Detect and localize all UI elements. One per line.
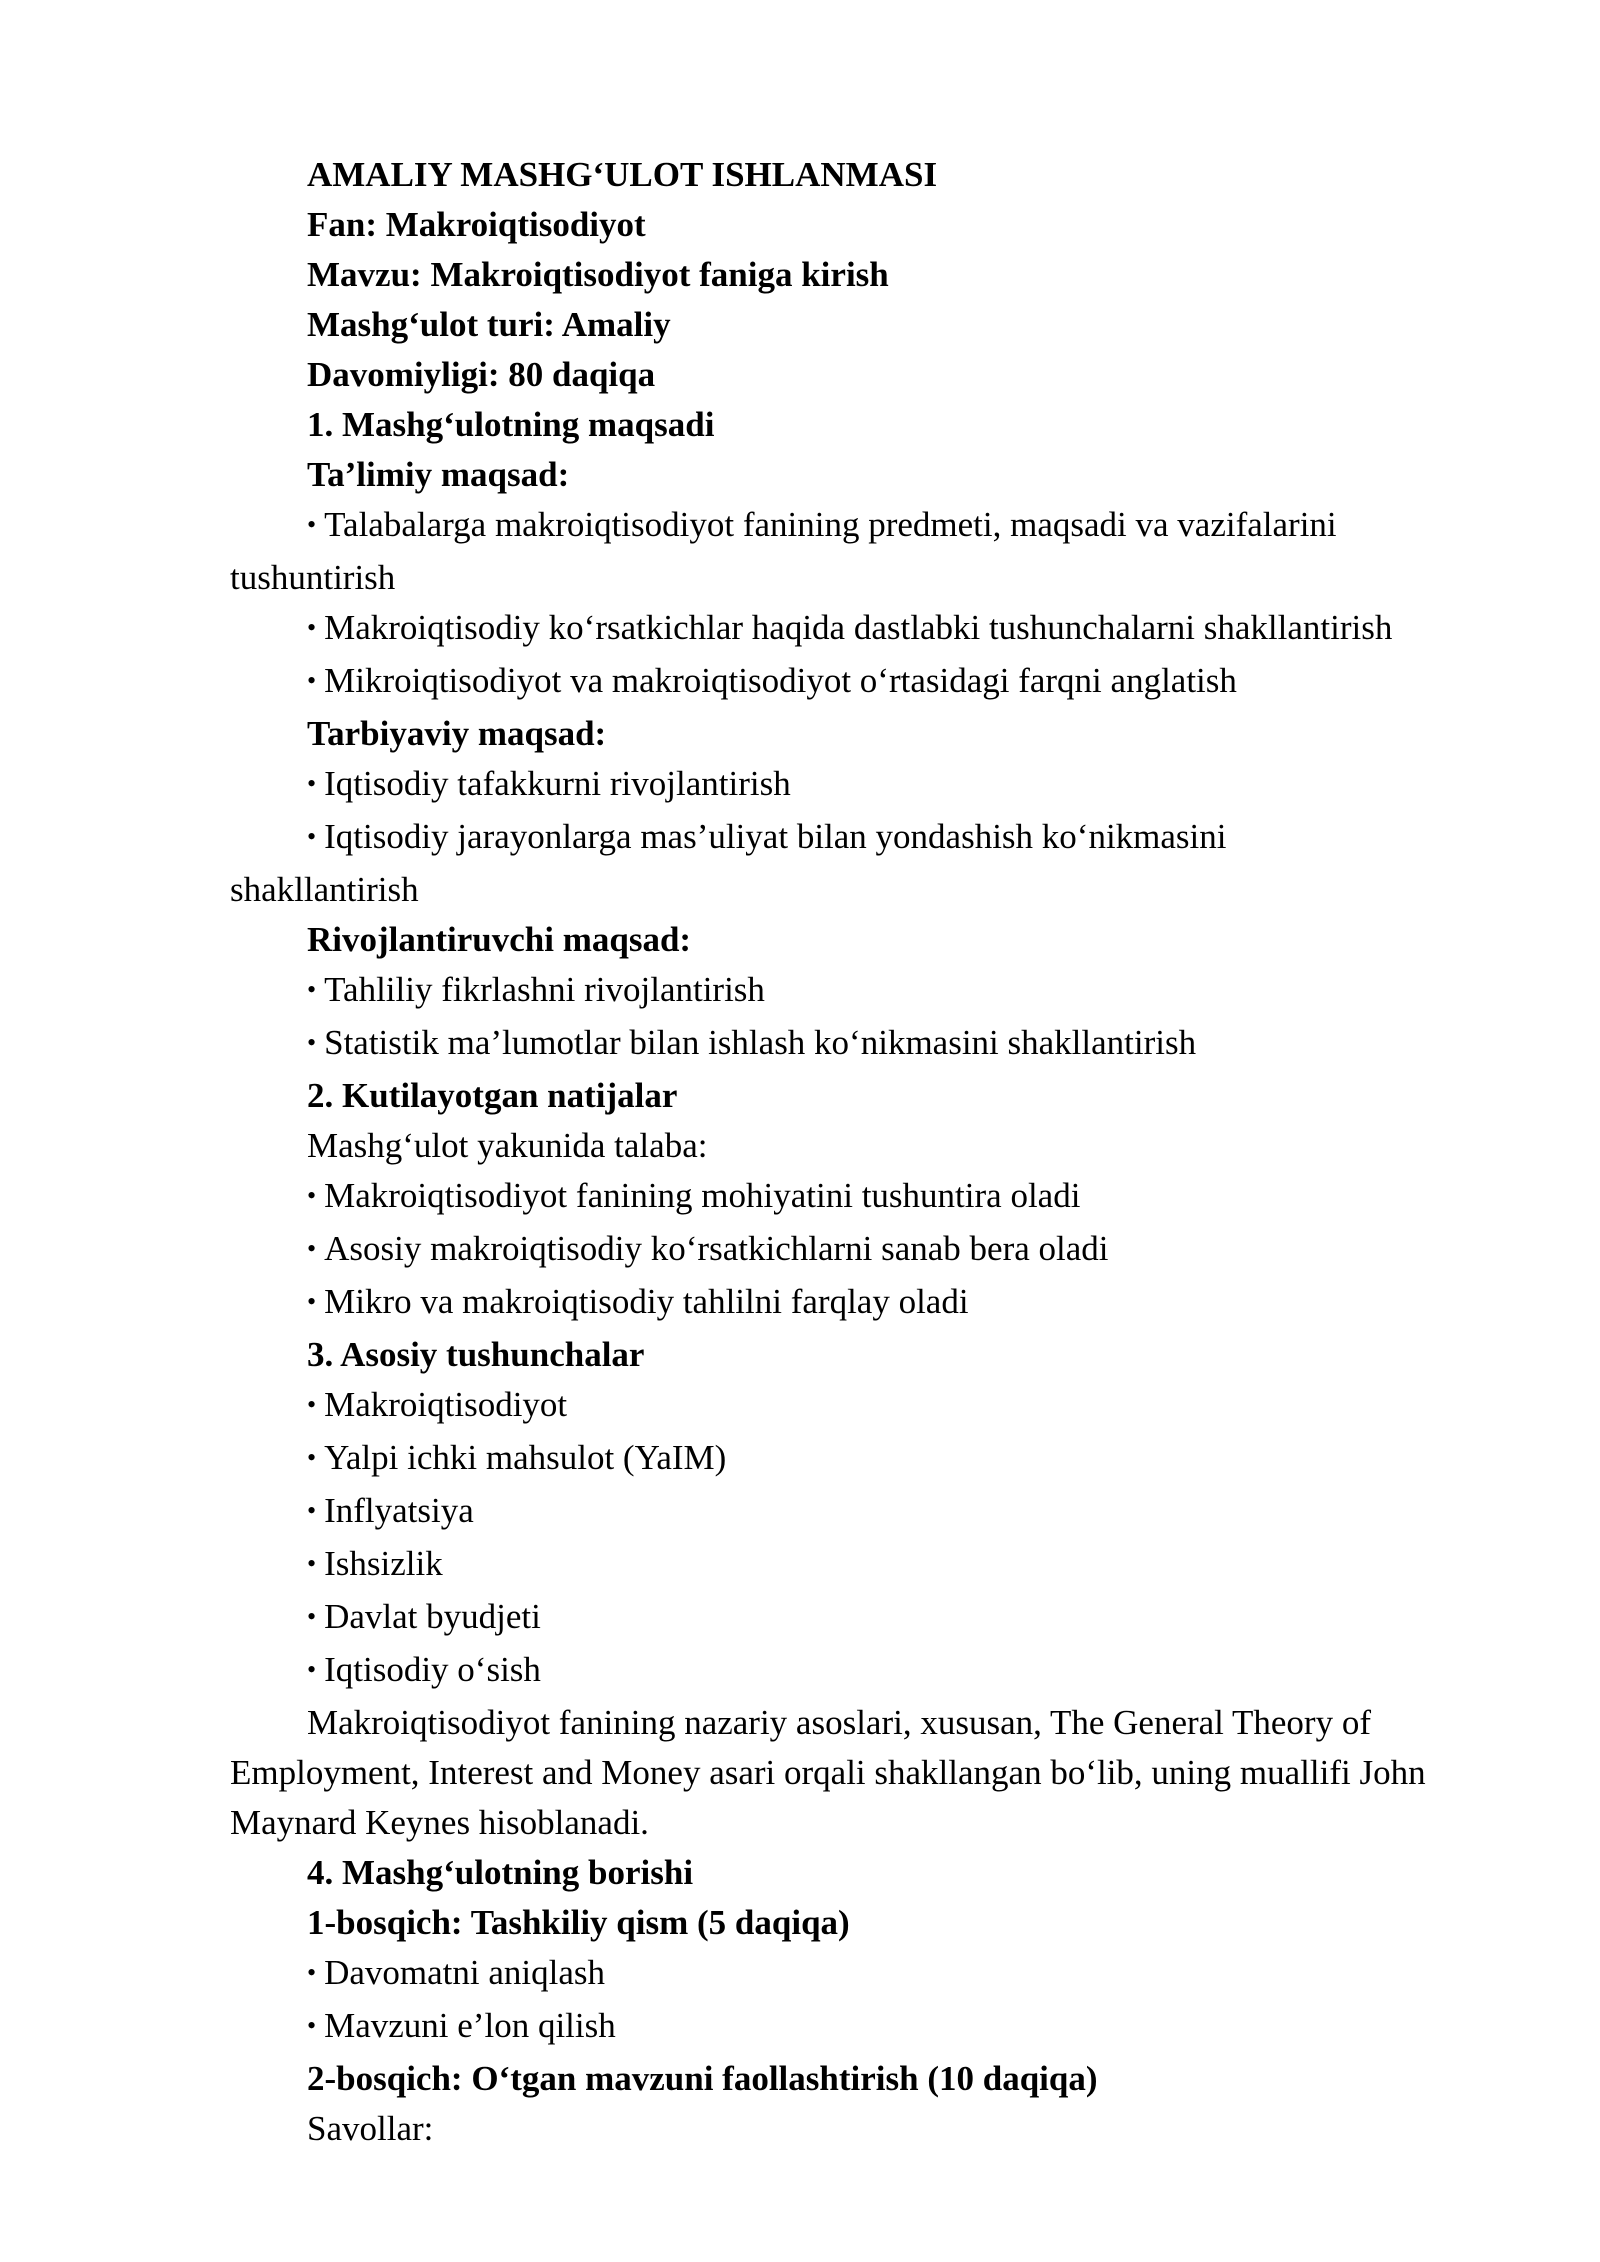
- section-heading-concepts: 3. Asosiy tushunchalar: [307, 1335, 645, 1374]
- section-heading-results: 2. Kutilayotgan natijalar: [307, 1076, 678, 1115]
- list-item: [230, 1645, 1490, 1698]
- list-item-text: Iqtisodiy o‘sish: [324, 1650, 541, 1689]
- list-item-text: Davlat byudjeti: [324, 1597, 541, 1636]
- bullet-icon: [307, 1229, 324, 1268]
- section-heading-goals: 1. Mashg‘ulotning maqsadi: [307, 405, 715, 444]
- list-item-text: Inflyatsiya: [324, 1491, 474, 1530]
- list-item-text: Iqtisodiy jarayonlarga mas’uliyat bilan yondashish ko‘nikmasini: [324, 817, 1227, 856]
- bullet-icon: [307, 1385, 324, 1424]
- list-item-text: Mavzuni e’lon qilish: [324, 2006, 616, 2045]
- list-item: [230, 1433, 1490, 1486]
- bullet-icon: [307, 764, 324, 803]
- list-item-text: Iqtisodiy tafakkurni rivojlantirish: [324, 764, 791, 803]
- bullet-icon: [307, 1023, 324, 1062]
- bullet-icon: [307, 1176, 324, 1215]
- list-item: [230, 1380, 1490, 1433]
- subheading-talimiy: Ta’limiy maqsad:: [307, 455, 570, 494]
- bullet-icon: [307, 1650, 324, 1689]
- bullet-icon: [307, 608, 324, 647]
- bullet-icon: [307, 1438, 324, 1477]
- bullet-icon: [307, 817, 324, 856]
- list-item: [230, 1277, 1490, 1330]
- bullet-icon: [307, 2006, 324, 2045]
- list-item-text: Tahliliy fikrlashni rivojlantirish: [324, 970, 765, 1009]
- list-item: [230, 603, 1490, 656]
- list-item-text: Makroiqtisodiyot: [324, 1385, 568, 1424]
- bullet-icon: [307, 1491, 324, 1530]
- bullet-icon: [307, 970, 324, 1009]
- subheading-rivojlantiruvchi: Rivojlantiruvchi maqsad:: [307, 920, 692, 959]
- list-item: [230, 1948, 1490, 2001]
- section-heading-procedure: 4. Mashg‘ulotning borishi: [307, 1853, 694, 1892]
- document-title: AMALIY MASHG‘ULOT ISHLANMASI: [307, 155, 938, 194]
- list-item-text: Yalpi ichki mahsulot (YaIM): [324, 1438, 727, 1477]
- list-item-continuation: tushuntirish: [230, 558, 396, 597]
- stage2-heading: 2-bosqich: O‘tgan mavzuni faollashtirish (10 daqiqa): [307, 2059, 1098, 2098]
- keynes-paragraph: Makroiqtisodiyot fanining nazariy asoslari, xususan, The General Theory of Employment, Interest and Money asari orqali shakllangan bo‘lib, uning muallifi John Maynard Keynes hisoblanadi.: [230, 1703, 1426, 1842]
- list-item: [230, 500, 1490, 553]
- bullet-icon: [307, 1597, 324, 1636]
- list-item-continuation: shakllantirish: [230, 870, 419, 909]
- subheading-tarbiyaviy: Tarbiyaviy maqsad:: [307, 714, 607, 753]
- list-item-text: Asosiy makroiqtisodiy ko‘rsatkichlarni sanab bera oladi: [324, 1229, 1109, 1268]
- list-item: [230, 1539, 1490, 1592]
- document-body: [230, 150, 1490, 2154]
- list-item-text: Makroiqtisodiyot fanining mohiyatini tushuntira oladi: [324, 1176, 1081, 1215]
- stage1-heading: 1-bosqich: Tashkiliy qism (5 daqiqa): [307, 1903, 850, 1942]
- list-item: [230, 812, 1490, 865]
- list-item: [230, 656, 1490, 709]
- list-item-text: Ishsizlik: [324, 1544, 443, 1583]
- list-item-text: Davomatni aniqlash: [324, 1953, 606, 1992]
- bullet-icon: [307, 1953, 324, 1992]
- stage2-intro: Savollar:: [307, 2109, 434, 2148]
- list-item: [230, 759, 1490, 812]
- list-item-text: Makroiqtisodiy ko‘rsatkichlar haqida dastlabki tushunchalarni shakllantirish: [324, 608, 1393, 647]
- list-item: [230, 965, 1490, 1018]
- list-item: [230, 1224, 1490, 1277]
- bullet-icon: [307, 1544, 324, 1583]
- list-item: [230, 1018, 1490, 1071]
- list-item: [230, 2001, 1490, 2054]
- list-item: [230, 1486, 1490, 1539]
- bullet-icon: [307, 505, 324, 544]
- list-item-text: Mikro va makroiqtisodiy tahlilni farqlay oladi: [324, 1282, 969, 1321]
- bullet-icon: [307, 1282, 324, 1321]
- results-intro: Mashg‘ulot yakunida talaba:: [307, 1126, 708, 1165]
- meta-fan: Fan: Makroiqtisodiyot: [307, 205, 646, 244]
- list-item: [230, 1171, 1490, 1224]
- list-item: [230, 1592, 1490, 1645]
- meta-davomiyligi: Davomiyligi: 80 daqiqa: [307, 355, 656, 394]
- bullet-icon: [307, 661, 324, 700]
- meta-mavzu: Mavzu: Makroiqtisodiyot faniga kirish: [307, 255, 889, 294]
- meta-turi: Mashg‘ulot turi: Amaliy: [307, 305, 671, 344]
- list-item-text: Statistik ma’lumotlar bilan ishlash ko‘nikmasini shakllantirish: [324, 1023, 1197, 1062]
- list-item-text: Mikroiqtisodiyot va makroiqtisodiyot o‘rtasidagi farqni anglatish: [324, 661, 1237, 700]
- list-item-text: Talabalarga makroiqtisodiyot fanining predmeti, maqsadi va vazifalarini: [324, 505, 1337, 544]
